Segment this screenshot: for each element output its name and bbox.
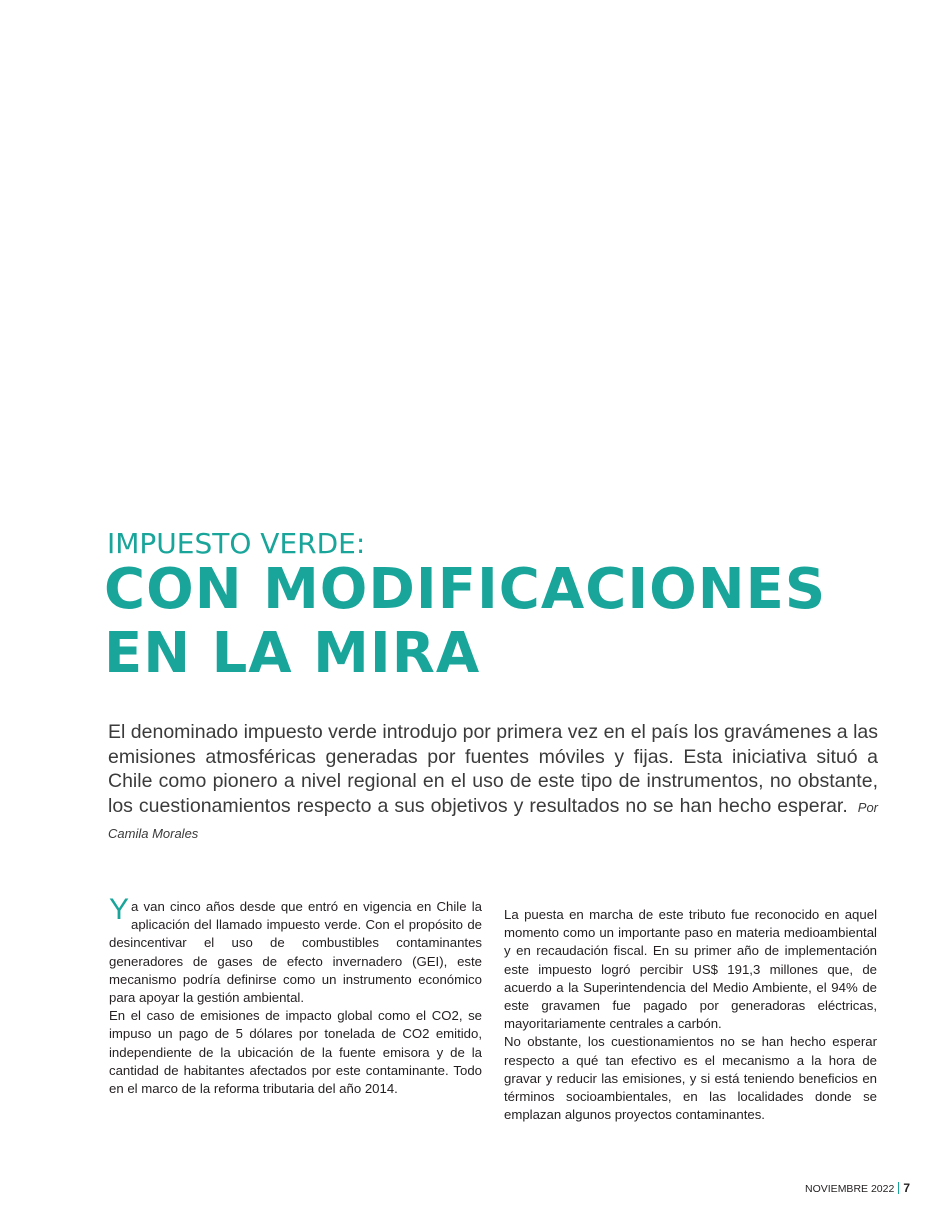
drop-cap: Y: [109, 893, 130, 926]
footer-divider: [898, 1182, 899, 1194]
page-number: 7: [903, 1181, 910, 1195]
body-paragraph: En el caso de emisiones de impacto global como el CO2, se impuso un pago de 5 dólares por tonelada de CO2 emitido, independiente de la ubicación de la fuente emisora y de la cantidad de habitantes afectados por este contaminante. Todo en el marco de la reforma tributaria del año 2014.: [109, 1008, 482, 1097]
article-kicker: IMPUESTO VERDE:: [107, 527, 366, 560]
issue-date: NOVIEMBRE 2022: [805, 1183, 895, 1195]
body-column-right: [504, 906, 877, 1124]
lede-text: El denominado impuesto verde introdujo por primera vez en el país los gravámenes a las emisiones atmosféricas generadas por fuentes móviles y fijas. Esta iniciativa situó a Chile como pionero a nivel regional en el uso de este tipo de instrumentos, no obstante, los cuestionamientos respecto a sus objetivos y resultados no se han hecho esperar.: [108, 721, 878, 817]
headline-line-2: EN LA MIRA: [104, 621, 481, 686]
body-paragraph: La puesta en marcha de este tributo fue reconocido en aquel momento como un importante paso en materia medioambiental y en recaudación fiscal. En su primer año de implementación este impuesto logró percibir US$ 191,3 millones que, de acuerdo a la Superintendencia del Medio Ambiente, el 94% de este gravamen fue pagado por generadoras eléctricas, mayoritariamente centrales a carbón.: [504, 907, 877, 1032]
page-footer: [805, 1181, 910, 1195]
body-paragraph: No obstante, los cuestionamientos no se han hecho esperar respecto a qué tan efectivo es el mecanismo a la hora de gravar y reducir las emisiones, y si está teniendo beneficios en términos socioambientales, en las localidades donde se emplazan algunos proyectos contaminantes.: [504, 1034, 877, 1123]
body-column-left: [109, 893, 482, 1098]
byline: Por Camila Morales: [108, 799, 879, 841]
paragraph-text: a van cinco años desde que entró en vigencia en Chile la aplicación del llamado impuesto verde. Con el propósito de desincentivar el uso de combustibles contaminantes generadores de gases de efecto invernadero (GEI), este mecanismo podría definirse como un instrumento económico para apoyar la gestión ambiental.: [109, 899, 482, 1006]
body-paragraph: [109, 893, 482, 1007]
article-headline: [104, 558, 826, 686]
headline-line-1: CON MODIFICACIONES: [104, 557, 827, 622]
article-lede: [108, 720, 878, 847]
